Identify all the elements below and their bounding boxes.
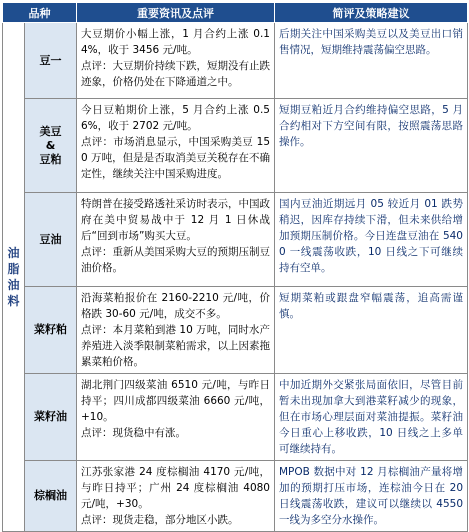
section-label-text: 油 脂 油 料 <box>7 246 20 308</box>
table-row <box>3 99 468 193</box>
section-label <box>3 23 25 532</box>
table-row <box>3 461 468 532</box>
variety-cell: 美豆 & 豆粕 <box>25 99 77 193</box>
table-row <box>3 287 468 374</box>
news-cell: 大豆期价小幅上涨，1 月合约上涨 0.14%，收于 3456 元/吨。 点评：大豆期价持续下跌，短期没有止跌迹象，价格仍处在下降通道之中。 <box>77 23 275 99</box>
comment-cell: 短期豆粕近月合约维持偏空思路，5 月合约相对下方空间有限，按照震荡思路操作。 <box>275 99 468 193</box>
table-header-row <box>3 3 468 23</box>
comment-cell: MPOB 数据中对 12 月棕榈油产量将增加的预期打压市场，连棕油今日在 20 日线震荡收跌，建议可以继续以 4550 一线为多空分水操作。 <box>275 461 468 532</box>
comment-cell: 中加近期外交紧张局面依旧，尽管目前暂未出现加拿大到港菜籽减少的现象，但在市场心理层面对菜油提振。菜籽油今日重心上移收跌，10 日线之上多单可继续持有。 <box>275 374 468 461</box>
variety-cell: 菜籽油 <box>25 374 77 461</box>
comment-cell: 短期菜粕或跟盘窄幅震荡，追高需谨慎。 <box>275 287 468 374</box>
news-cell: 江苏张家港 24 度棕榈油 4170 元/吨，与昨日持平；广州 24 度棕榈油 4080 元/吨，+30。 点评：现货走稳，部分地区小跌。 <box>77 461 275 532</box>
header-variety: 品种 <box>3 3 77 23</box>
news-cell: 湖北荆门四级菜油 6510 元/吨，与昨日持平；四川成都四级菜油 6660 元/吨，+10。 点评：现货稳中有涨。 <box>77 374 275 461</box>
comment-cell: 后期关注中国采购美豆以及美豆出口销售情况，短期维持震荡偏空思路。 <box>275 23 468 99</box>
header-comment: 简评及策略建议 <box>275 3 468 23</box>
table-row <box>3 193 468 287</box>
comment-cell: 国内豆油近期远月 05 较近月 01 跌势稍迟，因库存持续下滑，但未来供给增加预期压制价格。今日连盘豆油在 5400 一线震荡收跌，10 日线之下可继续持有空单。 <box>275 193 468 287</box>
variety-cell: 菜籽粕 <box>25 287 77 374</box>
research-table <box>2 2 468 532</box>
news-cell: 特朗普在接受路透社采访时表示，中国政府在美中贸易战中于 12 月 1 日休战后“回到市场”购买大豆。 点评：重新从美国采购大豆的预期压制豆油价格。 <box>77 193 275 287</box>
table-row <box>3 374 468 461</box>
header-news: 重要资讯及点评 <box>77 3 275 23</box>
news-cell: 今日豆粕期价上涨，5 月合约上涨 0.56%，收于 2702 元/吨。 点评：市场消息显示，中国采购美豆 150 万吨，但是是否取消美豆关税存在不确定性，继续关注中国采购进度。 <box>77 99 275 193</box>
variety-cell: 豆一 <box>25 23 77 99</box>
variety-cell: 豆油 <box>25 193 77 287</box>
variety-cell: 棕榈油 <box>25 461 77 532</box>
table-row <box>3 23 468 99</box>
news-cell: 沿海菜粕报价在 2160-2210 元/吨，价格跌 30-60 元/吨，成交不多。 点评：本月菜粕到港 10 万吨，同时水产养殖进入淡季限制菜粕需求，以上因素拖累菜粕价格。 <box>77 287 275 374</box>
